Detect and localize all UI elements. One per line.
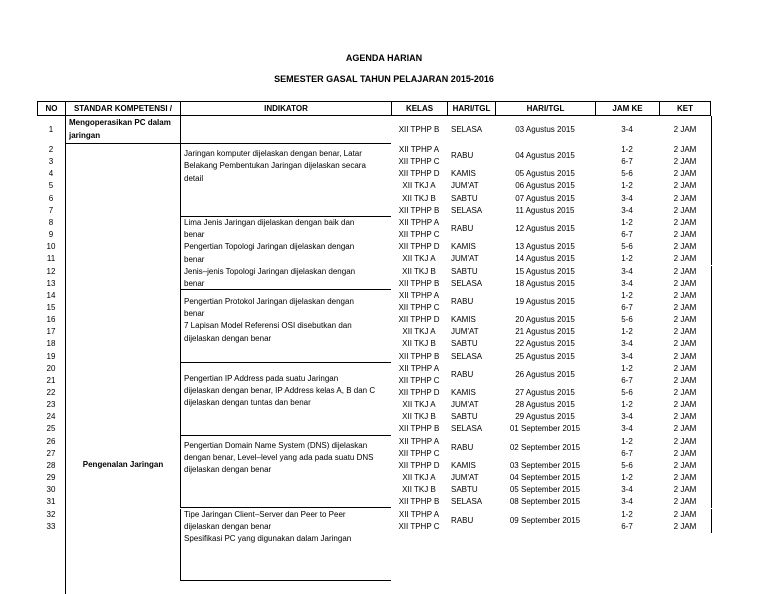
indikator-line: dijelaskan dengan benar <box>184 333 272 343</box>
row-tanggal: 14 Agustus 2015 <box>515 254 575 264</box>
row-number: 16 <box>46 315 56 325</box>
row-ket: 2 JAM <box>659 472 712 484</box>
row-tanggal: 05 Agustus 2015 <box>515 169 575 179</box>
row-tanggal: 28 Agustus 2015 <box>515 400 575 410</box>
row-jam-ke: 1-2 <box>621 363 633 373</box>
row-ket: 2 JAM <box>659 290 712 302</box>
indikator-line: benar <box>184 254 205 264</box>
row-ket: 2 JAM <box>659 217 712 229</box>
row-ket: 2 JAM <box>659 460 712 472</box>
row-hari: SELASA <box>451 351 483 361</box>
row-tanggal: 06 Agustus 2015 <box>515 181 575 191</box>
row-jam-ke: 5-6 <box>621 388 633 397</box>
row-number: 14 <box>46 290 56 300</box>
indikator-cell <box>180 116 391 144</box>
indikator-cell <box>180 436 391 509</box>
row-kelas: XII TPHP A <box>398 509 440 519</box>
indikator-line: 7 Lapisan Model Referensi OSI disebutkan dan <box>184 321 352 331</box>
row-kelas: XII TPHP C <box>398 302 440 312</box>
row-kelas: XII TKJ B <box>402 193 436 203</box>
row-number: 18 <box>46 339 56 349</box>
row-tanggal: 03 September 2015 <box>509 460 581 470</box>
indikator-cell <box>180 144 391 217</box>
header-ket: KET <box>659 101 711 116</box>
row-kelas: XII TPHP D <box>398 169 440 179</box>
row-jam-ke: 6-7 <box>621 157 633 167</box>
row-ket: 2 JAM <box>659 399 712 411</box>
row-number: 24 <box>46 412 56 422</box>
row-kelas: XII TPHP A <box>398 145 440 154</box>
row-ket: 2 JAM <box>659 193 712 205</box>
row-jam-ke: 5-6 <box>621 315 633 325</box>
row-ket: 2 JAM <box>659 387 712 399</box>
header-tanggal: HARI/TGL <box>495 101 595 116</box>
row-jam-ke: 1-2 <box>621 254 633 264</box>
row-ket: 2 JAM <box>659 375 712 387</box>
row-tanggal: 03 Agustus 2015 <box>515 125 575 134</box>
row-tanggal: 04 Agustus 2015 <box>515 151 575 160</box>
row-number: 22 <box>46 388 56 397</box>
row-kelas: XII TPHP D <box>398 315 440 325</box>
row-jam-ke: 6-7 <box>621 230 633 240</box>
row-kelas: XII TKJ A <box>402 473 436 483</box>
row-number: 7 <box>48 205 54 215</box>
row-kelas: XII TPHP A <box>398 436 440 446</box>
row-hari: RABU <box>451 296 474 306</box>
row-ket: 2 JAM <box>659 326 712 338</box>
row-ket: 2 JAM <box>659 253 712 265</box>
row-hari: SABTU <box>451 266 478 276</box>
row-number: 5 <box>48 181 54 191</box>
indikator-line: Jaringan komputer dijelaskan dengan benar, Latar <box>184 149 362 158</box>
row-ket: 2 JAM <box>659 338 712 350</box>
row-ket: 2 JAM <box>659 278 712 290</box>
row-ket: 2 JAM <box>659 180 712 192</box>
row-number: 10 <box>46 242 56 252</box>
row-ket: 2 JAM <box>659 509 712 521</box>
row-kelas: XII TPHP B <box>398 125 440 134</box>
row-number: 27 <box>46 448 56 458</box>
row-ket: 2 JAM <box>659 448 712 460</box>
row-tanggal: 08 September 2015 <box>509 497 581 507</box>
row-hari: SABTU <box>451 193 478 203</box>
row-number: 21 <box>46 375 56 385</box>
row-kelas: XII TPHP D <box>398 242 440 252</box>
row-number: 26 <box>46 436 56 446</box>
row-hari: SELASA <box>451 278 483 288</box>
row-jam-ke: 3-4 <box>621 412 633 422</box>
row-kelas: XII TKJ A <box>402 400 436 410</box>
indikator-line: Pengertian Topologi Jaringan dijelaskan dengan <box>184 242 355 252</box>
row-jam-ke: 3-4 <box>621 193 633 203</box>
row-jam-ke: 3-4 <box>621 351 633 361</box>
row-ket: 2 JAM <box>659 116 712 144</box>
indikator-cell <box>180 363 391 436</box>
row-kelas: XII TPHP C <box>398 157 440 167</box>
row-ket: 2 JAM <box>659 314 712 326</box>
row-hari: JUM'AT <box>451 254 479 264</box>
row-tanggal: 27 Agustus 2015 <box>515 388 575 397</box>
row-kelas: XII TPHP A <box>398 363 440 373</box>
page-title: AGENDA HARIAN <box>345 53 423 63</box>
row-kelas: XII TKJ A <box>402 254 436 264</box>
row-jam-ke: 5-6 <box>621 460 633 470</box>
row-jam-ke: 3-4 <box>621 266 633 276</box>
row-number: 12 <box>46 266 56 276</box>
row-number: 6 <box>48 193 54 203</box>
row-ket: 2 JAM <box>659 205 712 217</box>
row-tanggal: 26 Agustus 2015 <box>515 369 575 379</box>
row-hari: JUM'AT <box>451 181 479 191</box>
row-number: 1 <box>48 125 54 134</box>
row-tanggal: 21 Agustus 2015 <box>515 327 575 337</box>
row-hari: KAMIS <box>451 460 476 470</box>
row-jam-ke: 1-2 <box>621 327 633 337</box>
row-hari: SELASA <box>451 497 483 507</box>
row-number: 9 <box>48 230 54 240</box>
row-ket: 2 JAM <box>659 436 712 448</box>
row-number: 20 <box>46 363 56 373</box>
row-kelas: XII TPHP C <box>398 448 440 458</box>
indikator-line: Tipe Jaringan Client–Server dan Peer to Peer <box>184 509 346 519</box>
row-number: 4 <box>48 169 54 179</box>
row-hari: RABU <box>451 442 474 452</box>
row-kelas: XII TPHP B <box>398 351 440 361</box>
indikator-line: Jenis–jenis Topologi Jaringan dijelaskan dengan <box>184 267 356 277</box>
row-jam-ke: 3-4 <box>621 278 633 288</box>
row-jam-ke: 1-2 <box>621 509 633 519</box>
header-standar-kompetensi: STANDAR KOMPETENSI / <box>65 101 180 116</box>
row-ket: 2 JAM <box>659 302 712 314</box>
row-number: 13 <box>46 278 56 288</box>
row-ket: 2 JAM <box>659 351 712 363</box>
row-number: 2 <box>48 145 54 154</box>
row-tanggal: 11 Agustus 2015 <box>515 205 575 215</box>
row-kelas: XII TKJ B <box>402 485 436 495</box>
row-kelas: XII TPHP A <box>398 217 440 227</box>
indikator-cell <box>180 217 391 290</box>
row-number: 25 <box>46 424 56 434</box>
row-kelas: XII TPHP B <box>398 497 440 507</box>
page-subtitle: SEMESTER GASAL TAHUN PELAJARAN 2015-2016 <box>274 74 494 84</box>
row-hari: SELASA <box>451 125 483 134</box>
row-kelas: XII TPHP B <box>398 424 440 434</box>
row-ket: 2 JAM <box>659 156 712 168</box>
row-kelas: XII TKJ B <box>402 412 436 422</box>
row-jam-ke: 3-4 <box>621 497 633 507</box>
header-no: NO <box>37 101 65 116</box>
indikator-line: dijelaskan dengan tuntas dan benar <box>184 398 311 408</box>
row-jam-ke: 1-2 <box>621 217 633 227</box>
row-hari: KAMIS <box>451 315 476 325</box>
indikator-line: benar <box>184 309 205 319</box>
row-number: 3 <box>48 157 54 167</box>
row-jam-ke: 1-2 <box>621 181 633 191</box>
row-hari: JUM'AT <box>451 473 479 483</box>
row-hari: RABU <box>451 369 474 379</box>
row-jam-ke: 1-2 <box>621 145 633 154</box>
row-kelas: XII TPHP B <box>398 278 440 288</box>
row-jam-ke: 1-2 <box>621 290 633 300</box>
indikator-line: dijelaskan dengan benar <box>184 521 272 531</box>
row-jam-ke: 3-4 <box>621 424 633 434</box>
row-tanggal: 04 September 2015 <box>509 473 581 483</box>
indikator-line: Pengertian IP Address pada suatu Jaringan <box>184 373 339 383</box>
row-hari: KAMIS <box>451 388 476 397</box>
row-hari: SABTU <box>451 485 478 495</box>
row-number: 31 <box>46 497 56 507</box>
indikator-line: dijelaskan dengan benar, IP Address kelas A, B dan C <box>184 385 376 395</box>
row-jam-ke: 3-4 <box>621 125 633 134</box>
indikator-line: Pengertian Protokol Jaringan dijelaskan dengan <box>184 296 354 306</box>
row-ket: 2 JAM <box>659 144 712 156</box>
row-kelas: XII TPHP C <box>398 375 440 385</box>
row-hari: JUM'AT <box>451 327 479 337</box>
row-tanggal: 02 September 2015 <box>509 442 581 452</box>
row-ket: 2 JAM <box>659 363 712 375</box>
row-ket: 2 JAM <box>659 241 712 253</box>
row-number: 15 <box>46 302 56 312</box>
row-ket: 2 JAM <box>659 496 712 508</box>
header-kelas: KELAS <box>391 101 447 116</box>
row-jam-ke: 5-6 <box>621 242 633 252</box>
row-hari: SABTU <box>451 339 478 349</box>
row-number: 32 <box>46 509 56 519</box>
indikator-line: dijelaskan dengan benar <box>184 465 272 475</box>
standar-kompetensi-cell: Mengoperasikan PC dalam jaringan <box>65 116 180 144</box>
row-tanggal: 18 Agustus 2015 <box>515 278 575 288</box>
row-kelas: XII TKJ A <box>402 327 436 337</box>
row-tanggal: 07 Agustus 2015 <box>515 193 575 203</box>
row-number: 17 <box>46 327 56 337</box>
row-ket: 2 JAM <box>659 229 712 241</box>
row-hari: KAMIS <box>451 169 476 179</box>
row-number: 11 <box>46 254 56 264</box>
row-tanggal: 15 Agustus 2015 <box>515 266 575 276</box>
row-kelas: XII TKJ B <box>402 339 436 349</box>
row-jam-ke: 3-4 <box>621 485 633 495</box>
indikator-cell <box>180 290 391 363</box>
indikator-line: detail <box>184 173 204 183</box>
row-jam-ke: 3-4 <box>621 339 633 349</box>
indikator-line: Lima Jenis Jaringan dijelaskan dengan baik dan <box>184 217 355 227</box>
row-jam-ke: 1-2 <box>621 473 633 483</box>
row-number: 30 <box>46 485 56 495</box>
indikator-line: benar <box>184 279 205 289</box>
row-jam-ke: 1-2 <box>621 400 633 410</box>
header-hari: HARI/TGL <box>447 101 495 116</box>
indikator-line: benar <box>184 230 205 240</box>
row-jam-ke: 6-7 <box>621 375 633 385</box>
row-tanggal: 01 September 2015 <box>509 424 581 434</box>
indikator-cell <box>180 509 391 582</box>
row-ket: 2 JAM <box>659 521 712 533</box>
row-kelas: XII TKJ A <box>402 181 436 191</box>
row-number: 8 <box>48 217 54 227</box>
row-jam-ke: 1-2 <box>621 436 633 446</box>
row-tanggal: 20 Agustus 2015 <box>515 315 575 325</box>
row-hari: SABTU <box>451 412 478 422</box>
row-ket: 2 JAM <box>659 423 712 435</box>
row-number: 33 <box>46 521 56 531</box>
indikator-line: Pengertian Domain Name System (DNS) dijelaskan <box>184 440 368 450</box>
header-jam-ke: JAM KE <box>595 101 659 116</box>
indikator-line: dengan benar, Level–level yang ada pada suatu DNS <box>184 452 374 462</box>
standar-kompetensi-main: Pengenalan Jaringan <box>65 144 180 594</box>
row-hari: KAMIS <box>451 242 476 252</box>
row-jam-ke: 5-6 <box>621 169 633 179</box>
row-tanggal: 13 Agustus 2015 <box>515 242 575 252</box>
row-number: 23 <box>46 400 56 410</box>
indikator-line: Spesifikasi PC yang digunakan dalam Jaringan <box>184 534 352 544</box>
row-hari: JUM'AT <box>451 400 479 410</box>
row-tanggal: 12 Agustus 2015 <box>515 223 575 233</box>
row-hari: SELASA <box>451 205 483 215</box>
row-jam-ke: 6-7 <box>621 521 633 531</box>
row-hari: RABU <box>451 515 474 525</box>
row-tanggal: 25 Agustus 2015 <box>515 351 575 361</box>
row-kelas: XII TPHP C <box>398 521 440 531</box>
row-tanggal: 09 September 2015 <box>509 515 581 525</box>
row-ket: 2 JAM <box>659 168 712 180</box>
row-number: 28 <box>46 460 56 470</box>
row-hari: RABU <box>451 151 474 160</box>
row-tanggal: 22 Agustus 2015 <box>515 339 575 349</box>
row-ket: 2 JAM <box>659 411 712 423</box>
row-hari: RABU <box>451 223 474 233</box>
row-ket: 2 JAM <box>659 266 712 278</box>
indikator-line: Belakang Pembentukan Jaringan dijelaskan secara <box>184 161 366 171</box>
row-kelas: XII TPHP A <box>398 290 440 300</box>
row-tanggal: 05 September 2015 <box>509 485 581 495</box>
row-kelas: XII TPHP B <box>398 205 440 215</box>
row-kelas: XII TPHP D <box>398 460 440 470</box>
row-tanggal: 29 Agustus 2015 <box>515 412 575 422</box>
row-kelas: XII TKJ B <box>402 266 436 276</box>
row-hari: SELASA <box>451 424 483 434</box>
header-indikator: INDIKATOR <box>180 101 391 116</box>
row-kelas: XII TPHP C <box>398 230 440 240</box>
row-kelas: XII TPHP D <box>398 388 440 397</box>
row-ket: 2 JAM <box>659 484 712 496</box>
row-jam-ke: 6-7 <box>621 448 633 458</box>
row-number: 19 <box>46 351 56 361</box>
row-number: 29 <box>46 473 56 483</box>
row-jam-ke: 6-7 <box>621 302 633 312</box>
row-tanggal: 19 Agustus 2015 <box>515 296 575 306</box>
row-jam-ke: 3-4 <box>621 205 633 215</box>
